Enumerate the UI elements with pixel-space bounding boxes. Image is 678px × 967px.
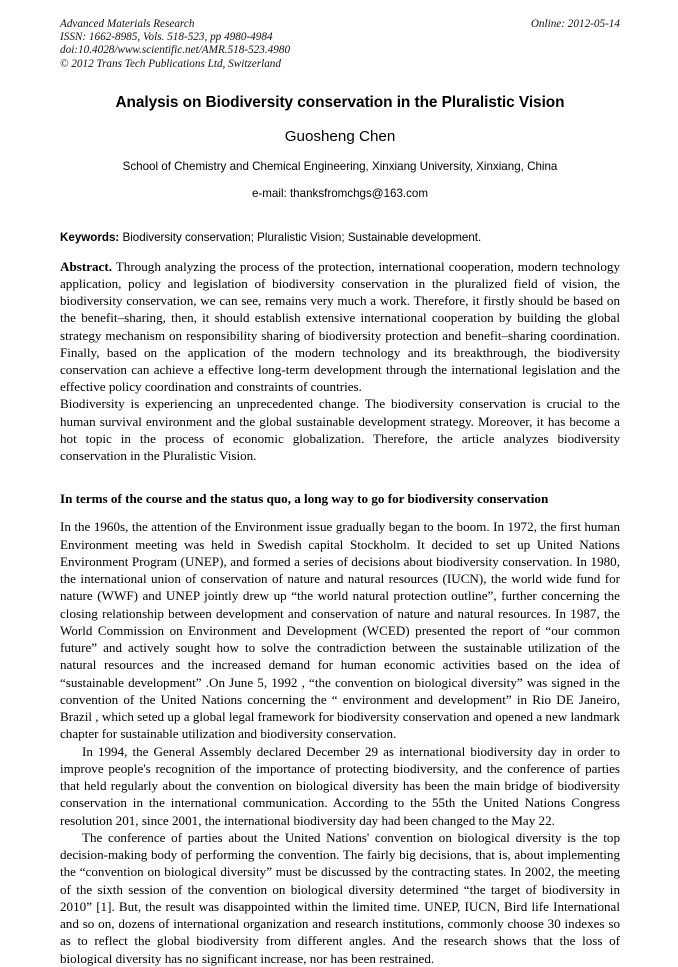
section-heading: In terms of the course and the status quo, a long way to go for biodiversity conservation xyxy=(60,491,549,507)
title-block xyxy=(60,93,620,202)
journal-issn-volume: ISSN: 1662-8985, Vols. 518-523, pp 4980-4984 xyxy=(60,31,273,44)
keywords-line xyxy=(60,230,620,245)
abstract-body: Through analyzing the process of the protection, international cooperation, modern technology application, policy and legislation of biodiversity conservation in the pluralized field of vision, the biodiversity conservation, we can see, remains very much a work. Therefore, it firstly should be based on the benefit–sharing, then, it should establish extensive international cooperation by building the global strategy mechanism on responsibility sharing of biodiversity protection and benefit–sharing coordination. Finally, based on the application of the modern technology and its breakthrough, the biodiversity conservation can achieve a effective long-term development through the international legislation and the effective policy coordination and constraints of countries. xyxy=(60,258,620,395)
body-paragraph-1: In the 1960s, the attention of the Environment issue gradually began to the boom. In 1972, the first human Environment meeting was held in Swedish capital Stockholm. It decided to set up United Nations Environment Program (UNEP), and formed a series of decisions about biodiversity conservation. In 1980, the international union of conservation of nature and natural resources (IUCN), the world wide fund for nature (WWF) and UNEP jointly drew up “the world natural protection outline”, further concerning the closing relationship between development and conservation of nature and natural resources. In 1987, the World Commission on Environment and Development (WCED) presented the report of “our common future” and actively sought how to solve the contradiction between the sustainable utilization of the natural resources and the increased demand for human economic activities based on the idea of “sustainable development” .On June 5, 1992 , “the convention on biological diversity” was signed in the convention of the United Nations concerning the “ environment and development” in Rio DE Janeiro, Brazil , which seted up a global legal framework for biodiversity conservation and opened a new landmark chapter for sustainable utilization and biodiversity conservation. xyxy=(60,519,620,742)
body-paragraph-2: In 1994, the General Assembly declared December 29 as international biodiversity day in order to improve people's recognition of the importance of protecting biodiversity, and the conference of parties that held regularly about the convention on biological diversity has been the main bridge of biodiversity conservation in the international communication. According to the 55th the United Nations Congress resolution 201, since 2001, the international biodiversity day had been changed to the May 22. xyxy=(60,743,620,828)
journal-name: Advanced Materials Research xyxy=(60,18,195,30)
page-title: Analysis on Biodiversity conservation in the Pluralistic Vision xyxy=(115,93,565,111)
journal-doi: doi:10.4028/www.scientific.net/AMR.518-523.4980 xyxy=(60,44,291,57)
journal-header xyxy=(60,18,620,71)
abstract-paragraph xyxy=(60,258,620,396)
author-affiliation: School of Chemistry and Chemical Engineering, Xinxiang University, Xinxiang, China xyxy=(122,159,558,173)
online-publication-date: Online: 2012-05-14 xyxy=(530,18,620,30)
journal-copyright: © 2012 Trans Tech Publications Ltd, Switzerland xyxy=(60,57,281,70)
keywords-label: Keywords: xyxy=(60,230,120,244)
body-paragraph-3: The conference of parties about the United Nations' convention on biological diversity is the top decision-making body of performing the convention. The fairly big decisions, that is, about implementing the “convention on biological diversity” must be discussed by the contracting states. In 2002, the meeting of the sixth session of the convention on biological diversity determined “the target of biodiversity in 2010” [1]. But, the result was disappointed within the limited time. UNEP, IUCN, Bird life International and so on, dozens of international organization and research institutions, commonly choose 30 indexes so as to reflect the global biodiversity from different angles. And the research shows that the loss of biological diversity has no significant increase, nor has been restrained. xyxy=(60,829,620,966)
author-email: e-mail: thanksfromchgs@163.com xyxy=(251,186,429,200)
author-name: Guosheng Chen xyxy=(284,127,396,145)
keywords-value: Biodiversity conservation; Pluralistic Vision; Sustainable development. xyxy=(119,230,482,244)
abstract-label: Abstract. xyxy=(60,258,112,274)
abstract-paragraph-two: Biodiversity is experiencing an unprecedented change. The biodiversity conservation is crucial to the human survival environment and the global sustainable development strategy. Moreover, it has become a hot topic in the process of economic globalization. Therefore, the article analyzes biodiversity conservation in the Pluralistic Vision. xyxy=(60,396,620,464)
